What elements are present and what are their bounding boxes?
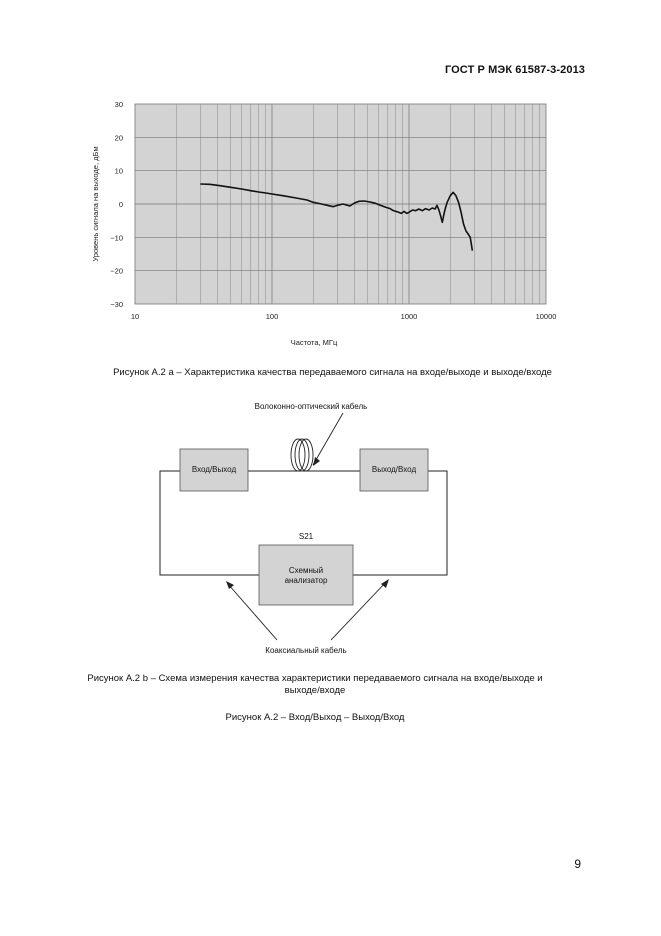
y-tick-labels xyxy=(110,100,123,309)
y-tick-label: 30 xyxy=(114,100,123,109)
figure-main-caption: Рисунок А.2 – Вход/Выход – Выход/Вход xyxy=(225,712,405,723)
fiber-cable-label: Волоконно-оптический кабель xyxy=(254,402,368,411)
x-tick-label: 1000 xyxy=(400,312,418,321)
box-analyzer xyxy=(259,545,353,605)
box-in-out-label: Вход/Выход xyxy=(191,465,237,474)
y-axis-label: Уровень сигнала на выходе, дБм xyxy=(91,146,100,262)
fiber-arrow xyxy=(313,413,343,465)
figure-b-caption-line2: выходе/входе xyxy=(284,685,346,696)
figure-a-caption: Рисунок А.2 а – Характеристика качества передаваемого сигнала на входе/выходе и выходе/входе xyxy=(113,367,552,378)
page-number: 9 xyxy=(574,857,581,871)
x-tick-label: 10000 xyxy=(535,312,557,321)
measurement-diagram xyxy=(160,413,447,640)
y-tick-label: 20 xyxy=(114,133,123,143)
y-tick-label: −20 xyxy=(110,266,123,276)
y-tick-label: 10 xyxy=(114,166,123,176)
coax-arrowhead-left-icon xyxy=(226,581,234,589)
box-out-in-label: Выход/Вход xyxy=(371,465,417,474)
coax-cable-label: Коаксиальный кабель xyxy=(265,646,347,655)
x-tick-label: 100 xyxy=(265,312,279,321)
y-tick-label: −30 xyxy=(110,300,123,309)
fiber-arrowhead-icon xyxy=(313,457,320,466)
y-tick-label: 0 xyxy=(118,200,123,209)
x-tick-labels xyxy=(131,312,557,321)
figure-b-caption-line1: Рисунок А.2 b – Схема измерения качества характеристики передаваемого сигнала на входе/выходе и xyxy=(87,673,543,684)
s21-label: S21 xyxy=(298,532,314,541)
standard-header: ГОСТ Р МЭК 61587-3-2013 xyxy=(444,64,585,76)
analyzer-label-line2: анализатор xyxy=(284,576,328,585)
x-tick-label: 10 xyxy=(130,312,140,321)
x-axis-label: Частота, МГц xyxy=(290,338,338,347)
fiber-coil-icon xyxy=(291,439,313,471)
y-tick-label: −10 xyxy=(110,233,123,243)
analyzer-label-line1: Схемный xyxy=(288,566,324,575)
